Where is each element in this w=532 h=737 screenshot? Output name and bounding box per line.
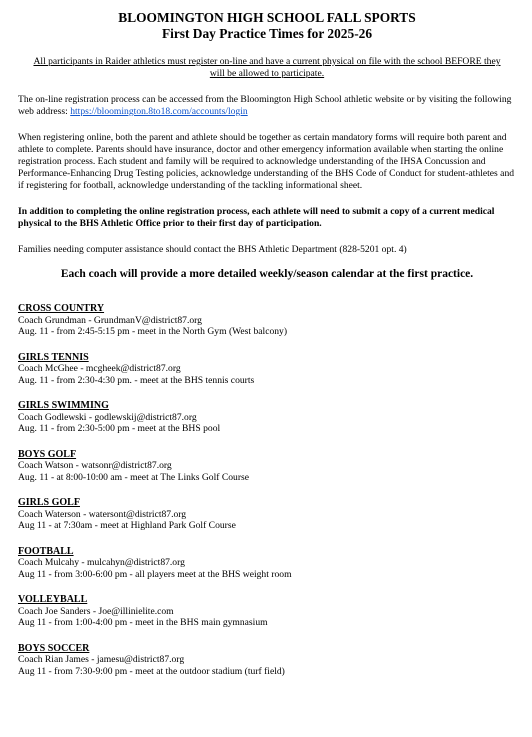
sport-name: CROSS COUNTRY [18,303,105,314]
title-line-2: First Day Practice Times for 2025-26 [161,26,373,41]
sport-name: FOOTBALL [18,545,74,557]
online-info-paragraph: When registering online, both the parent and athlete should be together as certain mandatory forms will require both parent and athlete to complete. Parents should have insurance, doctor and other emergency information available when starting the online registration process. Each student and family will be required to acknowledge understanding of the IHSA Concussion and Performance-Enhancing Drug Testing policies, acknowledge understanding of the BHS Code of Conduct for student-athletes and if registering for football, acknowledge understanding of the tackling informational sheet. [18,132,515,191]
sport-coach: Coach Joe Sanders - Joe@illinielite.com [18,605,174,617]
sport-coach: Coach Watson - watsonr@district87.org [18,460,172,471]
sport-coach: Coach Godlewski - godlewskij@district87.org [18,411,197,423]
sport-name: BOYS SOCCER [18,642,90,654]
sport-name: GIRLS TENNIS [18,351,89,363]
title-line-1: BLOOMINGTON HIGH SCHOOL FALL SPORTS [118,10,416,25]
sport-section-football [18,546,516,581]
sport-schedule: Aug 11 - from 3:00-6:00 pm - all players meet at the BHS weight room [18,568,292,580]
sport-coach: Coach Waterson - watersont@district87.org [18,508,187,520]
sport-name: VOLLEYBALL [18,594,88,605]
sport-coach: Coach McGhee - mcgheek@district87.org [18,363,181,374]
sport-coach: Coach Mulcahy - mulcahyn@district87.org [18,557,185,568]
computer-help-paragraph: Families needing computer assistance should contact the BHS Athletic Department (828-5201 opt. 4) [18,244,407,255]
sport-name: BOYS GOLF [18,448,77,460]
sport-section-cross-country [18,303,516,338]
registration-text: The on-line registration process can be accessed from the Bloomington High School athletic website or by visiting the following web address: [18,94,512,117]
sports-list [18,303,516,677]
sport-section-girls-tennis [18,352,516,387]
sport-schedule: Aug. 11 - from 2:30-5:00 pm - meet at the BHS pool [18,423,221,434]
document-title [18,10,516,42]
sport-schedule: Aug. 11 - at 8:00-10:00 am - meet at The Links Golf Course [18,471,250,483]
registration-paragraph [18,94,516,118]
physical-note-paragraph: In addition to completing the online registration process, each athlete will need to submit a copy of a current medical physical to the BHS Athletic Office prior to their first day of participation. [18,206,495,229]
sport-section-girls-swimming [18,400,516,435]
sport-schedule: Aug 11 - at 7:30am - meet at Highland Park Golf Course [18,520,236,531]
sport-name: GIRLS SWIMMING [18,400,109,411]
sport-coach: Coach Grundman - GrundmanV@district87.org [18,314,202,326]
sport-schedule: Aug. 11 - from 2:30-4:30 pm. - meet at the BHS tennis courts [18,374,255,386]
sport-name: GIRLS GOLF [18,497,80,508]
sport-schedule: Aug 11 - from 7:30-9:00 pm - meet at the outdoor stadium (turf field) [18,665,285,677]
sport-section-girls-golf [18,497,516,532]
sport-section-boys-soccer [18,643,516,678]
registration-link[interactable]: https://bloomington.8to18.com/accounts/login [70,106,248,117]
sport-section-boys-golf [18,449,516,484]
sport-coach: Coach Rian James - jamesu@district87.org [18,654,185,665]
calendar-note: Each coach will provide a more detailed weekly/season calendar at the first practice. [60,268,474,280]
sport-schedule: Aug 11 - from 1:00-4:00 pm - meet in the BHS main gymnasium [18,617,268,628]
registration-notice: All participants in Raider athletics must register on-line and have a current physical on file with the school BEFORE they will be allowed to participate. [33,56,501,79]
sport-section-volleyball [18,594,516,629]
sport-schedule: Aug. 11 - from 2:45-5:15 pm - meet in the North Gym (West balcony) [18,326,288,337]
